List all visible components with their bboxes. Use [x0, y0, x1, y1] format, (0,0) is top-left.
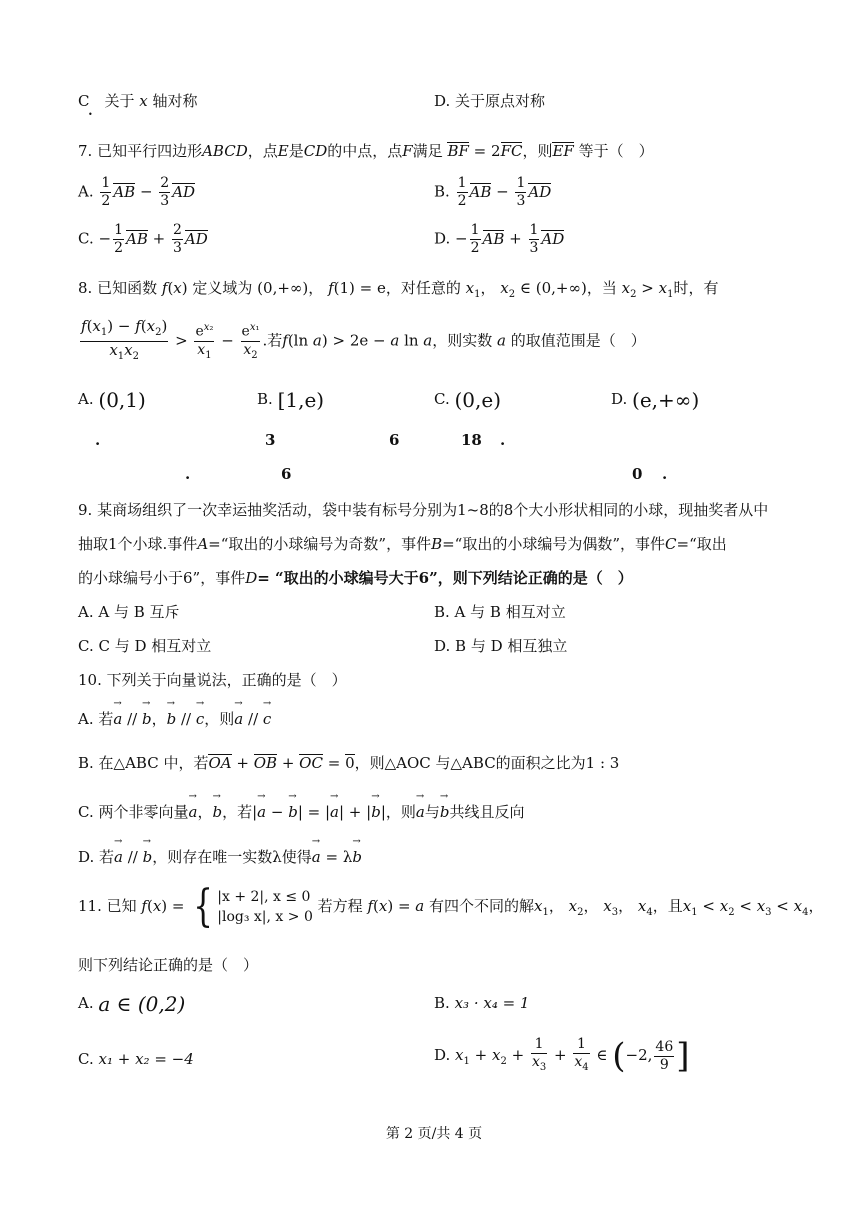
- q10-option-d: D. 若→ a // → b，则存在唯一实数λ使得→ a = λ→ b: [78, 842, 362, 867]
- q11-stem-line2: 则下列结论正确的是（ ）: [78, 956, 259, 974]
- stray-number: 0: [632, 465, 643, 483]
- stray-number: 3: [265, 431, 276, 449]
- q11-stem: 11. 已知 f(x) = { |x + 2|, x ≤ 0 |log₃ x|, x > 0 若方程 f(x) = a 有四个不同的解$x_1$， $x_2$， $x_3$， $x_4$，且$x_1 < x_2 < x_3 < x_4$，: [78, 881, 824, 932]
- q9-option-a: A. A 与 B 互斥: [78, 603, 180, 621]
- q11-option-c: C. x₁ + x₂ = −4: [78, 1050, 194, 1068]
- stray-dot: •: [88, 110, 93, 119]
- stray-number: 6: [389, 431, 400, 449]
- q6-option-c: C 关于 x 轴对称: [78, 92, 198, 110]
- stray-dot: .: [185, 465, 191, 483]
- q9-stem-line1: 9. 某商场组织了一次幸运抽奖活动，袋中装有标号分别为1~8的8个大小形状相同的小球，现抽奖者从中: [78, 501, 769, 519]
- q7-option-a: A. $\frac{1}{2}$ AB − $\frac{2}{3}$ AD: [78, 175, 196, 209]
- q10-option-b: B. 在△ABC 中，若OA + OB + OC = 0，则△AOC 与△ABC的面积之比为1 : 3: [78, 754, 620, 772]
- q7-option-c: C. − $\frac{1}{2}$ AB + $\frac{2}{3}$ AD: [78, 222, 208, 256]
- q11-option-a: A. a ∈ (0,2): [78, 992, 186, 1016]
- q10-option-a: A. 若→ a // → b，→ b // → c，则→ a // → c: [78, 704, 271, 729]
- stray-number: 18: [461, 431, 482, 449]
- q10-stem: 10. 下列关于向量说法，正确的是（ ）: [78, 671, 347, 689]
- q11-option-b: B. x₃ · x₄ = 1: [434, 994, 530, 1012]
- q8-stem-line2: $\frac{f(x_1) - f(x_2)}{x_1x_2}$ > $\frac{e^{x_2}}{x_1}$ − $\frac{e^{x_1}}{x_2}$ .若f(ln a) > 2e − a ln a，则实数 a 的取值范围是（ ）: [81, 317, 646, 362]
- stray-dot: .: [662, 465, 668, 483]
- q9-option-d: D. B 与 D 相互独立: [434, 637, 568, 655]
- q7-stem: 7. 已知平行四边形ABCD，点E是CD的中点，点F满足 BF = 2FC，则EF 等于（ ）: [78, 142, 654, 160]
- stray-dot: .: [500, 431, 506, 449]
- q8-option-a: A. (0,1): [78, 388, 146, 412]
- q9-option-c: C. C 与 D 相互对立: [78, 637, 212, 655]
- q11-option-d: D. $x_1 + x_2$ + $\frac{1}{x_3}$ + $\frac{1}{x_4}$ ∈ (−2, $\frac{46}{9}$ ]: [434, 1036, 690, 1076]
- q10-option-c: C. 两个非零向量→ a，→ b，若|→ a − → b| = |→ a| + |→ b|，则→ a与→ b共线且反向: [78, 797, 524, 822]
- q6-option-d: D. 关于原点对称: [434, 92, 546, 110]
- stray-dot: .: [95, 431, 101, 449]
- q9-option-b: B. A 与 B 相互对立: [434, 603, 566, 621]
- page-footer: 第 2 页/共 4 页: [385, 1126, 483, 1142]
- q9-stem-line3: 的小球编号小于6”，事件D= “取出的小球编号大于6”，则下列结论正确的是（ ）: [78, 569, 633, 587]
- q8-stem-line1: 8. 已知函数 f(x) 定义域为 (0,+∞)， f(1) = e，对任意的 $x_1$， $x_2$ ∈ (0,+∞)，当 $x_2 > x_1$时，有: [78, 279, 719, 300]
- q8-option-c: C. (0,e): [434, 388, 502, 412]
- q9-stem-line2: 抽取1个小球.事件A=“取出的小球编号为奇数”，事件B=“取出的小球编号为偶数”，事件C=“取出: [78, 535, 727, 553]
- stray-number: 6: [281, 465, 292, 483]
- q8-option-d: D. (e,+∞): [611, 388, 700, 412]
- q8-option-b: B. [1,e): [257, 388, 325, 412]
- q7-option-b: B. $\frac{1}{2}$ AB − $\frac{1}{3}$ AD: [434, 175, 552, 209]
- q7-option-d: D. − $\frac{1}{2}$ AB + $\frac{1}{3}$ AD: [434, 222, 565, 256]
